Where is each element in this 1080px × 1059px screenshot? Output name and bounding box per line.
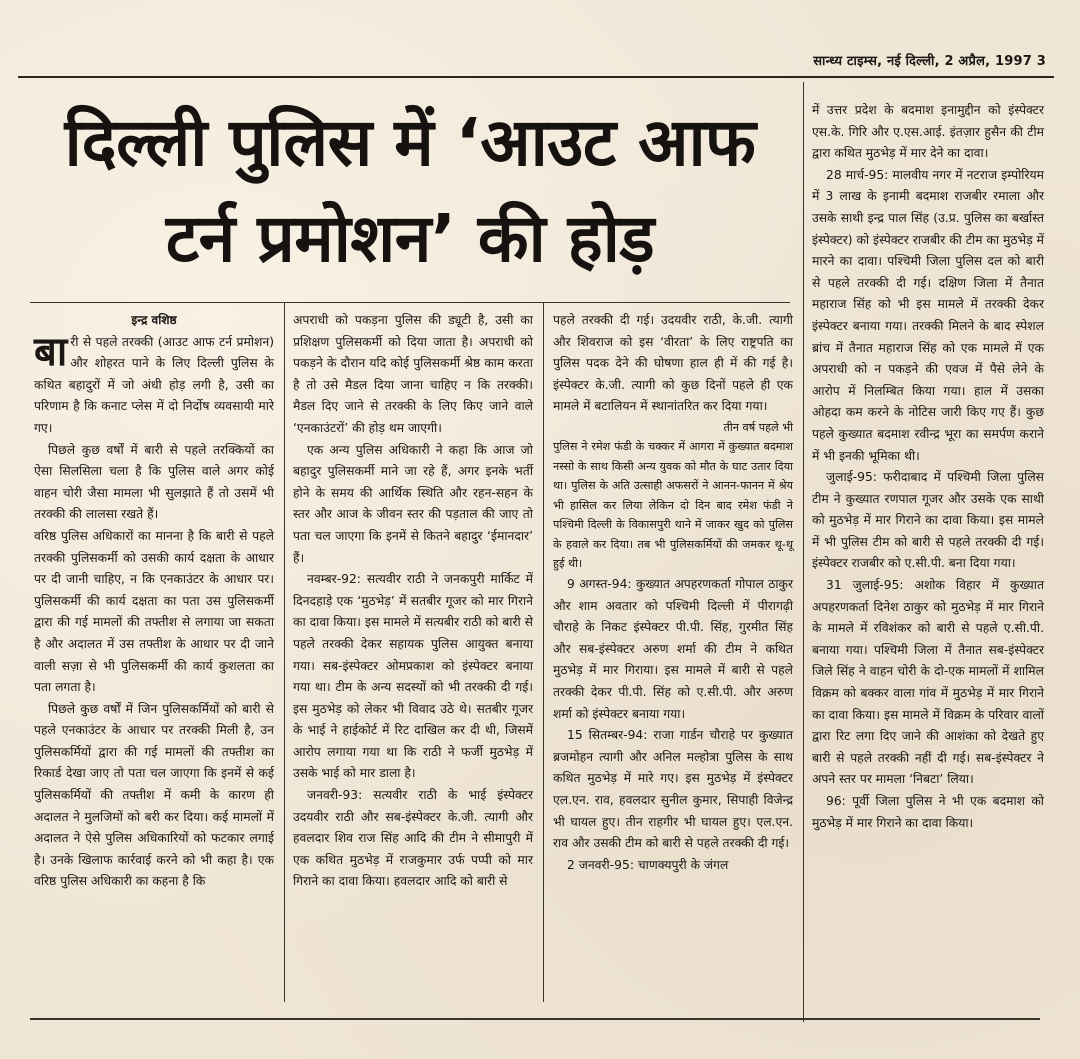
paragraph: वरिष्ठ पुलिस अधिकारों का मानना है कि बारी से पहले तरक्की पुलिसकर्मी को उसकी कार्य दक्षता के आधार पर दी जानी चाहिए, न कि एनकाउंटर के आधार पर। पुलिसकर्मी की कार्य दक्षता का पता उस पुलिसकर्मी द्वारा की गई मामलों की तफ्तीश से लगाया जा सकता है और अदालत में उस तफ्तीश के आधार पर दी जाने वाली सज़ा से भी पुलिसकर्मी की कार्य कुशलता का पता लगता है। — [34, 528, 274, 695]
dateline: सान्ध्य टाइम्स, नई दिल्ली, 2 अप्रैल, 1997 3 — [813, 54, 1046, 69]
paragraph: 28 मार्च-95: मालवीय नगर में नटराज इम्पोरियम में 3 लाख के इनामी बदमाश राजबीर रमाला और उसके साथी इन्द्र पाल सिंह (उ.प्र. पुलिस का बर्खास्त इंस्पेक्टर) को इंस्पेक्टर राजबीर की टीम का मुठभेड़ में मारने का दावा। पश्चिमी जिला पुलिस दल को बारी से पहले तरक्की दी गई। दक्षिण जिला में तैनात महाराज सिंह को भी इस मामले में तरक्की देकर इंस्पेक्टर बनाया गया। तरक्की मिलने के बाद स्पेशल ब्रांच में तैनात महाराज सिंह को एक मामले में एक अपराधी को न पकड़ने की एवज में पैसे लेने के आरोप में निलम्बित किया गया। हाल में उसका ओहदा कम करने के नोटिस जारी किए गए हैं। कुछ पहले कुख्यात बदमाश रवीन्द्र भूरा का समर्पण कराने में भी इनकी भूमिका थी। — [812, 167, 1044, 463]
paragraph-small: पुलिस ने रमेश फंडी के चक्कर में आगरा में कुख्यात बदमाश नस्सो के साथ किसी अन्य युवक को मौत के घाट उतार दिया था। पुलिस के अति उत्साही अफसरों ने आनन-फानन में श्रेय भी हासिल कर लिया लेकिन दो दिन बाद रमेश फंडी ने पश्चिमी दिल्ली के विकासपुरी थाने में जाकर खुद को पुलिस के हवाले कर दिया। तब भी पुलिसकर्मियों की जमकर थू-थू हुई थी। — [553, 440, 793, 571]
paragraph: नवम्बर-92: सत्यवीर राठी ने जनकपुरी मार्किट में दिनदहाड़े एक ‘मुठभेड़’ में सतबीर गूजर को मार गिराने का दावा किया। इस मामले में सत्यबीर राठी को बारी से पहले तरक्की देकर सहायक पुलिस आयुक्त बनाया गया। सब-इंस्पेक्टर ओमप्रकाश को इंस्पेक्टर बनाया गया था। टीम के अन्य सदस्यों को भी तरक्की दी गई। इस मुठभेड़ को लेकर भी विवाद उठे थे। सतबीर गूजर के भाई ने हाईकोर्ट में रिट दाखिल कर दी थी, जिसमें आरोप लगाया गया था कि राठी ने फर्जी मुठभेड़ में उसके भाई को मार डाला है। — [293, 572, 533, 781]
paragraph: एक अन्य पुलिस अधिकारी ने कहा कि आज जो बहादुर पुलिसकर्मी माने जा रहे हैं, अगर इनके भर्ती होने के समय की आर्थिक स्थिति और रहन-सहन के स्तर और आज के जीवन स्तर की पड़ताल की जाए तो पता चल जाएगा कि इनमें से कितने बहादुर ‘ईमानदार’ हैं। — [293, 442, 533, 565]
drop-cap: बा — [34, 328, 68, 375]
headline — [30, 95, 790, 300]
paragraph: 2 जनवरी-95: चाणक्यपुरी के जंगल — [567, 857, 729, 872]
paragraph: अपराधी को पकड़ना पुलिस की ड्यूटी है, उसी का प्रशिक्षण पुलिसकर्मी को दिया जाता है। अपराधी को पकड़ने के दौरान यदि कोई पुलिसकर्मी श्रेष्ठ काम करता है तो उसे मैडल दिया जाना चाहिए न कि तरक्की। मैडल दिए जाने से तरक्की के लिए किए जाने वाले ‘एनकाउंटरों’ की होड़ थम जाएगी। — [293, 313, 533, 435]
paragraph: पहले तरक्की दी गई। उदयवीर राठी, के.जी. त्यागी और शिवराज को इस ‘वीरता’ के लिए राष्ट्रपति का पुलिस पदक देने की घोषणा हाल ही में की गई है। इंस्पेक्टर के.जी. त्यागी को कुछ दिनों पहले ही एक मामले में बटालियन में स्थानांतरित कर दिया गया। — [553, 313, 793, 414]
paragraph: जनवरी-93: सत्यवीर राठी के भाई इंस्पेक्टर उदयवीर राठी और सब-इंस्पेक्टर के.जी. त्यागी और हवलदार शिव राज सिंह आदि की टीम ने सीमापुरी में एक कथित मुठभेड़ में राजकुमार उर्फ पप्पी को मार गिराने का दावा किया। हवलदार आदि को बारी से — [293, 788, 533, 889]
paragraph: 96: पूर्वी जिला पुलिस ने भी एक बदमाश को मुठभेड़ में मार गिराने का दावा किया। — [812, 794, 1044, 830]
paragraph: 15 सितम्बर-94: राजा गार्डन चौराहे पर कुख्यात ब्रजमोहन त्यागी और अनिल मल्होत्रा पुलिस के साथ कथित मुठभेड़ में मारे गए। इस मुठभेड़ में इंस्पेक्टर एल.एन. राव, हवलदार सुनील कुमार, सिपाही विजेन्द्र भी घायल हुए। तीन राहगीर भी घायल हुए। एल.एन. राव और उसकी टीम को बारी से पहले तरक्की दी गई। — [553, 728, 793, 851]
paragraph: जुलाई-95: फरीदाबाद में पश्चिमी जिला पुलिस टीम ने कुख्यात रणपाल गूजर और उसके एक साथी को मुठभेड़ में मार गिराने का दावा किया। इस मामले में भी पुलिस टीम को बारी से पहले तरक्की दी गई। इंस्पेक्टर राजबीर को ए.सी.पी. बना दिया गया। — [812, 470, 1044, 571]
article-column-3 — [553, 310, 793, 876]
subhead-small: तीन वर्ष पहले भी — [723, 420, 793, 434]
article-column-2 — [293, 310, 533, 893]
paragraph-text: री से पहले तरक्की (आउट आफ टर्न प्रमोशन) और शोहरत पाने के लिए दिल्ली पुलिस के कथित बहादुरों में जो अंधी होड़ लगी है, उसी का परिणाम है कि कनाट प्लेस में दो निर्दोष व्यवसायी मारे गए। — [34, 334, 274, 435]
paragraph: पिछले कुछ वर्षों में बारी से पहले तरक्कियों का ऐसा सिलसिला चला है कि पुलिस वाले अगर कोई वाहन चोरी जैसा मामला भी सुलझाते हैं तो उसमें भी तरक्की की लालसा रखते हैं। — [34, 442, 274, 522]
headline-line-2: टर्न प्रमोशन’ की होड़ — [165, 200, 655, 277]
column-rule — [543, 302, 544, 1002]
article-column-1 — [34, 310, 274, 893]
paragraph — [34, 328, 274, 440]
article-column-4 — [812, 100, 1044, 834]
paragraph: 9 अगस्त-94: कुख्यात अपहरणकर्ता गोपाल ठाकुर और शाम अवतार को पश्चिमी दिल्ली में पीरागढ़ी चौराहे के निकट इंस्पेक्टर पी.पी. सिंह, गुरमीत सिंह और सब-इंस्पेक्टर अरुण शर्मा की टीम ने कथित मुठभेड़ में मार गिराया। इस मामले में बारी से पहले तरक्की देकर पी.पी. सिंह को ए.सी.पी. और अरुण शर्मा को इंस्पेक्टर बनाया गया। — [553, 576, 793, 721]
bottom-rule — [30, 1018, 1040, 1020]
column-rule — [284, 302, 285, 1002]
headline-rule — [30, 302, 790, 303]
byline: इन्द्र वशिष्ठ — [131, 313, 177, 327]
paragraph: में उत्तर प्रदेश के बदमाश इनामुद्दीन को इंस्पेक्टर एस.के. गिरि और ए.एस.आई. इंतज़ार हुसैन की टीम द्वारा कथित मुठभेड़ में मार देने का दावा। — [812, 103, 1044, 161]
paragraph: 31 जुलाई-95: अशोक विहार में कुख्यात अपहरणकर्ता दिनेश ठाकुर को मुठभेड़ में मार गिराने के मामले में रविशंकर को बारी से पहले ए.सी.पी. बनाया गया। पश्चिमी जिला में तैनात सब-इंस्पेक्टर जिले सिंह ने वाहन चोरी के दो-एक मामलों में शामिल विक्रम को बक्कर वाला गांव में मुठभेड़ में मार गिराने का दावा किया। इस मामले में विक्रम के परिवार वालों द्वारा रिट लगा दिए जाने की आशंका को देखते हुए बारी से पहले तरक्की नहीं दी गई। सब-इंस्पेक्टर ने अपने स्तर पर मामला ‘निबटा’ लिया। — [812, 578, 1044, 787]
top-rule — [18, 76, 1054, 78]
column-rule — [803, 82, 804, 1022]
paragraph: पिछले कुछ वर्षों में जिन पुलिसकर्मियों को बारी से पहले एनकाउंटर के आधार पर तरक्की मिली है, उन पुलिसकर्मियों द्वारा की गई मामलों की तफ्तीश का रिकार्ड देखा जाए तो पता चल जाएगा कि इनमें से कई पुलिसकर्मियों की तफ्तीश में कमी के कारण ही अदालत ने मुलजिमों को बरी कर दिया। कई मामलों में अदालत ने ऐसे पुलिस अधिकारियों को फटकार लगाई है। उनके खिलाफ कार्रवाई करने को भी कहा है। एक वरिष्ठ पुलिस अधिकारी का कहना है कि — [34, 701, 274, 889]
headline-line-1: दिल्ली पुलिस में ‘आउट आफ — [64, 104, 756, 181]
